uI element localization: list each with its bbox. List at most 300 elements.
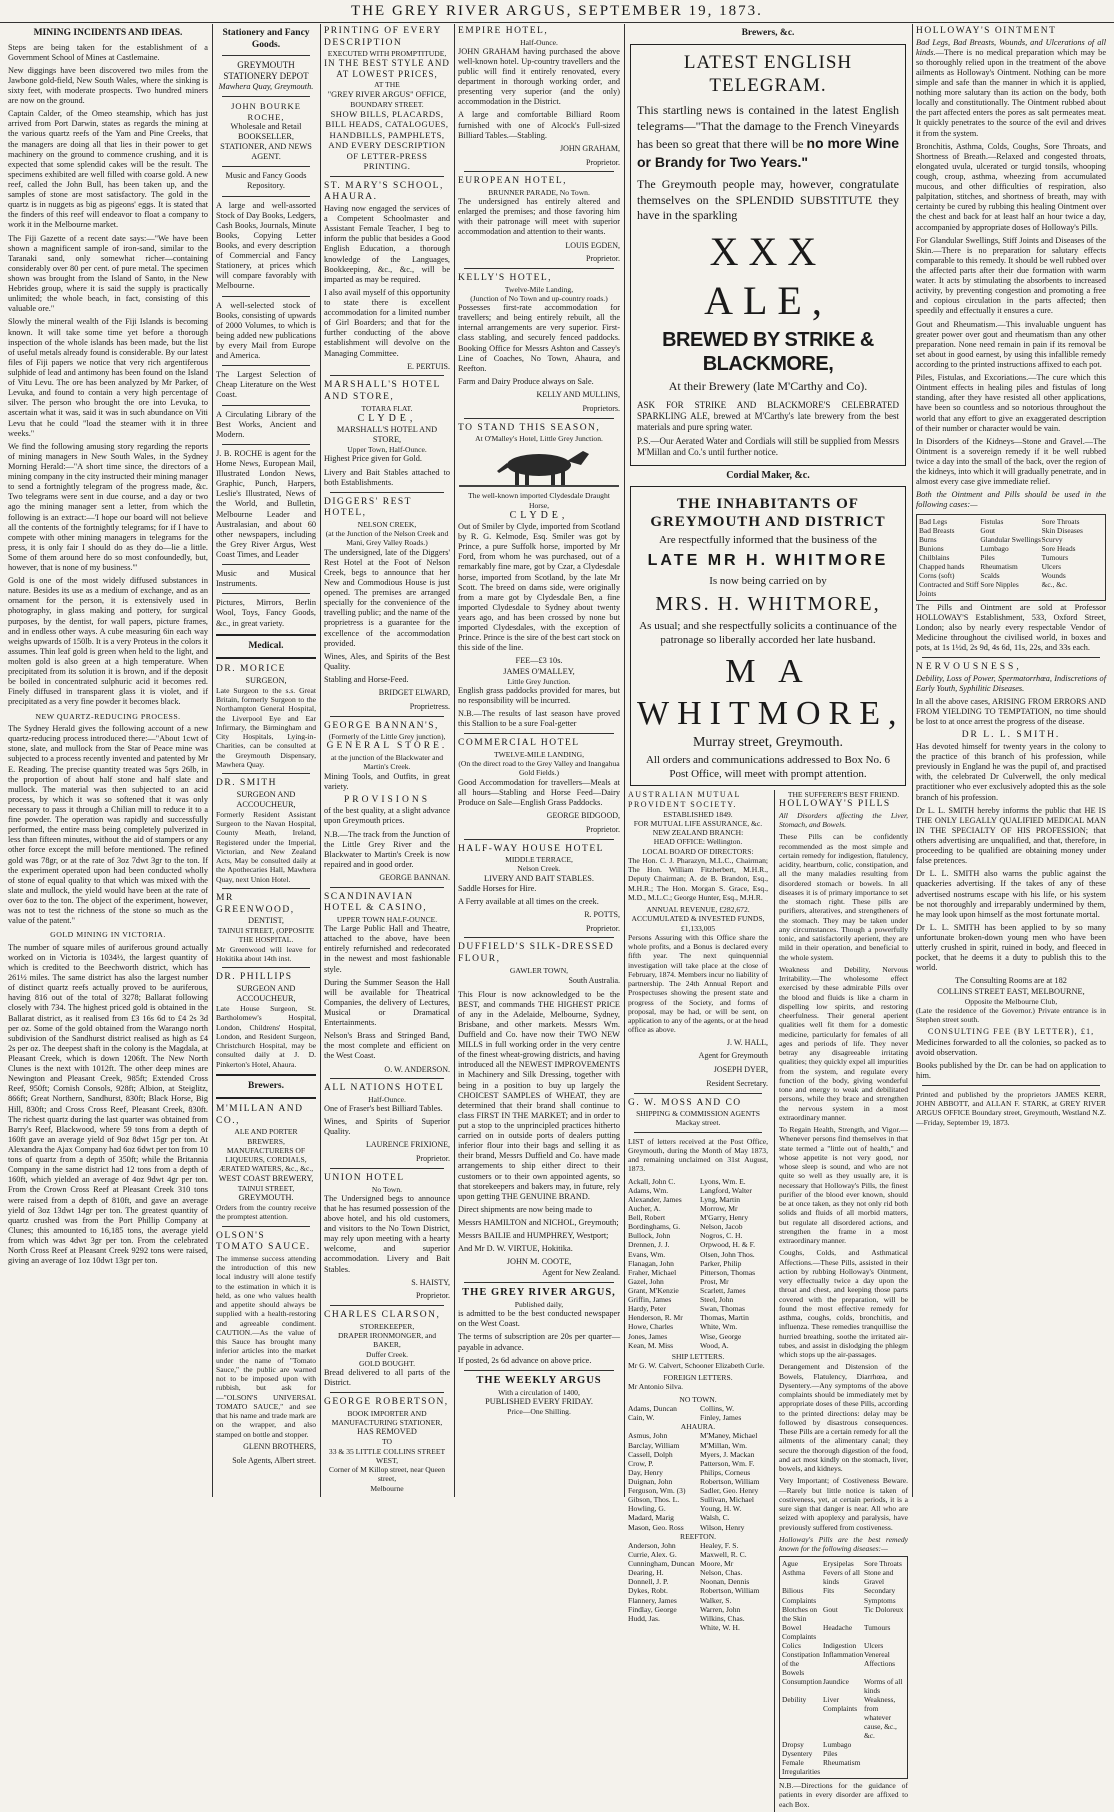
ad-signature: Proprietor.: [586, 254, 620, 264]
ad-title: PRINTING OF EVERY DESCRIPTION: [324, 26, 442, 48]
ad-text: The undersigned, late of the Diggers' Rest Hotel at the Foot of Nelson Creek, begs to announce that her New and Commodious House is just opened. The premises are arranged specially for the convenience of the travelling public; and the name of the proprietress is a guarantee for the excellence of the accommodation provided.: [324, 547, 450, 648]
ad-text: All Disorders affecting the Liver, Stomach, and Bowels.: [779, 810, 908, 830]
letter-name: Lyons, Wm. E.: [700, 1176, 746, 1186]
ad-text: Persons Assuring with this Office share the whole profits, and a Bonus is declared every fifth year. The next quinquennial investigation will take place at the close of February, 1874. Members incur no liability of partnership. The 24th Annual Report and Prospectuses showing the present state and progress of the Society, and forms of proposal, may be had, or will be sent, on application to any of the agents, or at the head office as above.: [628, 932, 769, 1035]
ad-signature: LAURENCE FRIXIONE,: [366, 1140, 450, 1150]
ad-text: In all the above cases, ARISING FROM ERRORS AND FROM YIELDING TO TEMPTATION, no time should be lost to at once arrest the progress of the disease.: [916, 697, 1106, 727]
letter-name: Grant, M'Kenzie: [628, 1285, 679, 1295]
ad-title: G. W. MOSS AND CO: [628, 1097, 742, 1108]
disease-item: Ulcers: [864, 1640, 884, 1650]
ad-signature: GLENN BROTHERS,: [243, 1441, 316, 1451]
ad-line: Duffer Creek.: [365, 1349, 409, 1359]
ad-text: Music and Musical Instruments.: [216, 569, 316, 589]
ad-text: To Regain Health, Strength, and Vigor.—Whenever persons find themselves in that state termed a "little out of health," and whose appetite is not very good, nor whose sleep is sound, and who are not quite so well as they usually are, it is necessary that Holloway's Pills, the finest purifier of the blood ever known, should be at once taken, as they not only rid both solids and fluids of all morbid matters, but regulate all disordered actions, and strengthen the frame in a most extraordinary manner.: [779, 1125, 908, 1246]
case-item: Burns: [919, 534, 937, 544]
disease-item: [864, 1758, 905, 1776]
ad-headline: MRS. H. WHITMORE,: [655, 593, 881, 616]
ad-title: DUFFIELD'S SILK-DRESSED FLOUR,: [458, 942, 615, 965]
letter-name: Day, Henry: [628, 1467, 663, 1477]
ad-text: In Disorders of the Kidneys—Stone and Gravel.—The Ointment is a sovereign remedy if it be well rubbed twice a day into the small of the back, over the region of the kidneys, into which it will gradually penetrate, and in almost every case give immediate relief.: [916, 436, 1106, 487]
ad-text: ASK FOR STRIKE AND BLACKMORE'S CELEBRATED SPARKLING ALE, brewed at M'Carthy's late brewery from the best materials and pure spring water.: [637, 400, 899, 433]
ad-line: (Formerly of the Little Grey junction),: [328, 732, 446, 742]
ad-line: AT THE: [374, 80, 400, 90]
disease-item: Ague: [782, 1559, 799, 1569]
section-heading: Brewers, &c.: [741, 28, 795, 38]
letter-name: Hardy, Peter: [628, 1304, 666, 1314]
ad-text: Stabling and Horse-Feed.: [324, 675, 409, 685]
disease-item: Fits: [823, 1586, 835, 1596]
disease-item: Headache: [823, 1622, 853, 1632]
case-item: Lumbago: [980, 543, 1009, 553]
ad-line: (On the direct road to the Grey Valley and Inangahua Gold Fields.): [458, 759, 620, 778]
ad-text: The immense success attending the introduction of this new local industry will alone testify to the estimation in which it is held, as one who values health and appetite should always be supplied with a health-restoring and agreeable condiment. CAUTION.—As the value of this Sauce has brought many inferior articles into the market under the name of "Tomato Sauce," the public are warned not to be imposed upon with rubbish, but ask for—"OLSON'S UNIVERSAL TOMATO SAUCE," and see that his name and trade mark are on the wrapper, and also stamped on bottle and stopper.: [216, 1253, 316, 1439]
case-item: Gout: [980, 525, 996, 535]
disease-item: Consumption: [782, 1676, 822, 1686]
disease-item: Asthma: [782, 1568, 805, 1578]
letter-name: Hudd, Jas.: [628, 1613, 660, 1623]
ad-line: BOUNDARY STREET.: [350, 99, 424, 109]
ad-line: Half-Ounce.: [368, 1094, 406, 1104]
letter-name: [628, 1623, 696, 1632]
letter-name: Orpwood, H. & F.: [700, 1240, 756, 1250]
ad-text: Nelson's Brass and Stringed Band, the most complete and efficient on the West Coast.: [324, 1031, 450, 1061]
letter-name: Donnell, J. P.: [628, 1577, 669, 1587]
horse-illustration: [458, 445, 620, 489]
ad-text: of the best quality, at a slight advance upon Greymouth prices.: [324, 806, 450, 826]
letter-name: Philips, Corneus: [700, 1467, 751, 1477]
column-holloway: [912, 26, 1110, 1495]
ad-title: DIGGERS' REST HOTEL,: [324, 496, 412, 519]
brewery-line: At their Brewery (late M'Carthy and Co).: [668, 379, 868, 394]
case-item: Wounds: [1041, 570, 1066, 580]
ad-line: GOLD BOUGHT.: [359, 1358, 415, 1368]
ad-text: Direct shipments are now being made to: [458, 1204, 593, 1214]
ad-title: OLSON'S TOMATO SAUCE.: [216, 1230, 311, 1253]
ad-text: A well-selected stock of Books, consisting of upwards of 2000 Volumes, to which is being added new publications by every Mail from Europe and America.: [216, 300, 316, 361]
ad-line: South Australia.: [568, 975, 620, 985]
ad-text: Debility, Loss of Power, Spermatorrhœa, Indiscretions of Early Youth, Syphilitic Diseases.: [916, 673, 1106, 694]
letter-name: Collins, W.: [700, 1403, 734, 1413]
ad-line: Half-Ounce.: [520, 37, 558, 47]
ad-text: Gout and Rheumatism.—This invaluable unguent has greater power over gout and rheumatism than any other preparation. None need remain in pain if its removal be set about in good earnest, by using this infallible remedy according to the printed instructions affixed to each pot.: [916, 319, 1106, 369]
letter-name: Jones, James: [628, 1331, 668, 1341]
case-item: Bad Legs: [919, 516, 948, 526]
case-item: Scurvy: [1041, 534, 1063, 544]
brewed-by: BREWED BY STRIKE & BLACKMORE,: [662, 328, 874, 376]
telegram-line: This startling news is contained in the latest English telegrams—"That the damage to the French Vineyards has been so great that there will be: [637, 102, 899, 152]
ad-signature: E. PERTUIS.: [407, 361, 450, 371]
telegram-emphasis: no more Wine or Brandy for Two Years.": [637, 135, 899, 170]
ad-text: Bronchitis, Asthma, Colds, Coughs, Sore Throats, and Shortness of Breath.—Relaxed and congested throats, elongated uvula, ulcerated or turgid tonsils, whooping cough, croup, asthma, wheezing from accumulated mucous, and other difficulties of respiration, also palpitation, stitches, and shortness of breath, may with certainty be cured by rubbing this healing Ointment over the chest and back for at least half an hour twice a day, accompanied by appropriate doses of Holloway's Pills.: [916, 141, 1106, 232]
disease-item: Worms of all kinds: [864, 1676, 903, 1695]
ad-line: Price—One Shilling.: [507, 1406, 571, 1416]
letter-name: Scarlett, James: [700, 1285, 746, 1295]
ad-text: I also avail myself of this opportunity to state there is excellent accommodation for a limited number of Girl Boarders; and that for the further conducting of the above establishment will devolve on the Managing Committee.: [324, 287, 450, 358]
letter-name: Healey, F. S.: [700, 1540, 739, 1550]
ad-text: Livery and Bait Stables attached to both Establishments.: [324, 467, 450, 487]
case-item: Skin Diseases: [1041, 525, 1083, 535]
ad-text: Messrs BAILIE and HUMPHREY, Westport;: [458, 1231, 609, 1241]
ad-line: BRUNNER PARADE, No Town.: [488, 187, 590, 197]
ad-text: P.S.—Our Aerated Water and Cordials will still be supplied from Messrs M'Millan and Co.'s until further notice.: [637, 435, 899, 457]
letter-name: Bell, Robert: [628, 1213, 666, 1223]
ad-line: DENTIST,: [247, 916, 285, 926]
diseases-table: [779, 1556, 908, 1779]
letter-name: Prost, Mr: [700, 1276, 729, 1286]
ad-line: SURGEON AND ACCOUCHEUR,: [236, 983, 296, 1003]
case-item: Rheumatism: [980, 561, 1018, 571]
ad-text: Piles, Fistulas, and Excoriations.—The cure which this Ointment effects in healing piles and fistulas of long standing, after they have resisted all other applications, have been so countless and so notorious throughout the world that any effort to give an exaggerated description of their number or character would be vain.: [916, 373, 1106, 433]
telegram-title: LATEST ENGLISH TELEGRAM.: [683, 51, 853, 96]
ahaura-list: [628, 1431, 768, 1531]
lower-split: [628, 790, 908, 1812]
letter-name: Henderson, R. Mr: [628, 1313, 683, 1323]
ad-line: CLYDE,: [509, 509, 569, 521]
letter-name: Currie, Alex. G.: [628, 1550, 677, 1559]
ad-text: Weakness and Debility, Nervous Irritability.—The wholesome effect exercised by these admirable Pills over the blood and fluids is like a charm in dispelling low spirits, and restoring cheerfulness. Their general aperient qualities well fit them for a domestic medicine, particularly for females of all ages and periods of life. They never betray any disagreeable irritating qualities; they quickly expel all impurities from the system, and regulate every function of the body, giving wonderful tone and energy to weak and debilitated persons, while they brace and strengthen the nervous system in a most extraordinary manner.: [779, 964, 908, 1122]
ad-line: Are respectfully informed that the business of the: [659, 533, 877, 546]
letter-name: Drennen, J. J.: [628, 1240, 670, 1250]
ad-text: Dr L. L. SMITH hereby informs the public that HE IS THE ONLY LEGALLY QUALIFIED MEDICAL MAN IN THE SPECIALTY OF HIS PROFESSION; that others advertising are unqualified, and that, therefore, in proceeding to be qualified are obtaining money under false pretences.: [916, 805, 1106, 866]
ad-line: TOTARA FLAT.: [361, 403, 413, 413]
disease-item: Stone and Gravel: [864, 1568, 894, 1587]
ad-line: GAWLER TOWN,: [509, 965, 569, 975]
ad-signature: BRIDGET ELWARD,: [378, 688, 450, 698]
ad-text: A large and well-assorted Stock of Day Books, Ledgers, Cash Books, Journals, Minute Books, Copying Letter Books, and every description of Commercial and Fancy Stationery, at prices which will compare favorably with Melbourne.: [216, 200, 317, 291]
case-item: Sore Nipples: [980, 579, 1019, 589]
subheading: NEW QUARTZ-REDUCING PROCESS.: [35, 711, 181, 721]
letter-name: Wise, George: [700, 1331, 742, 1341]
ad-text: Having now engaged the services of a Competent Schoolmaster and Assistant Female Teacher, I beg to inform the public that besides a Good English Education, a thorough knowledge of the Languages, Bookkeeping, &c., &c., will be imparted as may be required.: [324, 204, 450, 284]
ad-text: One of Fraser's best Billiard Tables.: [324, 1104, 443, 1114]
letter-name: Ferguson, Wm. (3): [628, 1486, 686, 1496]
letters-list: [628, 1177, 768, 1350]
ad-line: CLYDE,: [357, 412, 417, 424]
ad-line: AND EVERY DESCRIPTION OF LETTER-PRESS PRINTING.: [328, 140, 446, 172]
ad-text: These Pills can be confidently recommended as the most simple and certain remedy for indigestion, flatulency, acidity, heartburn, colic, constipation, and all the many maladies resulting from disordered stomach or bowels. In all diseases it is of primary importance to set the stomach right. These pills are purifiers, alteratives, and strengtheners of the stomach. They may be taken under any circumstances. Though a powerfully tonic, and satisfactorily aperient, they are mild in their operation, and beneficial to the whole system.: [779, 832, 908, 962]
disease-item: Piles: [823, 1749, 838, 1759]
ad-title: KELLY'S HOTEL,: [458, 273, 553, 284]
lower-left-column: [628, 790, 768, 1812]
ad-firm: JOHN BOURKE ROCHE,: [231, 101, 301, 122]
ad-text: Possesses first-rate accommodation for travellers; and being entirely rebuilt, all the internal arrangements are very superior. First-class stabling, and securely fenced paddocks. Booking Office for Messrs Ashton and Cassey's Line of Coaches, No Town, Ahaura, and Reefton.: [458, 303, 620, 373]
disease-item: Dropsy: [782, 1740, 804, 1750]
column-brewers: [624, 26, 912, 1809]
ad-line: LIVERY AND BAIT STABLES.: [484, 873, 594, 883]
ad-text: Orders from the country receive the promptest attention.: [216, 1203, 316, 1222]
ad-signature: Proprietor.: [416, 1291, 450, 1301]
letter-name: Nogros, C. H.: [700, 1231, 743, 1241]
ad-text: Wines, and Spirits of Superior Quality.: [324, 1117, 450, 1137]
disease-item: Lumbago: [823, 1740, 852, 1750]
ad-text: Dr L. L. SMITH has been applied to by so many unfortunate broken-down young men who have been utterly crushed in spirit, ruined in body, and fleeced in pocket, that he deems it a duty to publish this to the world.: [916, 922, 1106, 973]
masthead: THE GREY RIVER ARGUS, SEPTEMBER 19, 1873.: [0, 0, 1114, 23]
ad-text: Bread delivered to all parts of the District.: [324, 1368, 450, 1388]
ad-line: No Town.: [371, 1184, 403, 1194]
ad-text: The Undersigned begs to announce that he has resumed possession of the above hotel, and his old customers, and visitors to the No Town District, may rely upon meeting with a hearty welcome, and superior accommodation. Livery and Bait Stables.: [324, 1193, 450, 1274]
ad-text: Mr G. W. Calvert, Schooner Elizabeth Curle.: [628, 1360, 765, 1370]
ad-signature: KELLY AND MULLINS,: [536, 390, 620, 400]
list-heading: REEFTON.: [680, 1531, 716, 1541]
ad-title: THE GREY RIVER ARGUS,: [462, 1287, 616, 1299]
section-heading: Brewers.: [248, 1080, 284, 1091]
imprint: Printed and published by the proprietors JAMES KERR, JOHN ABBOTT, and ALLAN F. STARK, at GREY RIVER ARGUS OFFICE Boundary street, Greymouth, Westland N.Z.—Friday, September 19, 1873.: [916, 1089, 1106, 1127]
ad-line: MARSHALL'S HOTEL AND STORE,: [336, 425, 438, 445]
letter-name: Cain, W.: [628, 1413, 655, 1423]
list-heading: THE SUFFERER'S BEST FRIEND.: [787, 790, 900, 800]
letter-name: Noonan, Dennis: [700, 1577, 750, 1587]
ad-line: STOREKEEPER,: [359, 1321, 415, 1331]
disease-item: Erysipelas: [823, 1559, 854, 1569]
ad-line: Mackay street.: [675, 1118, 721, 1128]
ad-text: Wines, Ales, and Spirits of the Best Quality.: [324, 651, 450, 671]
ad-text: The Hon. C. J. Pharazyn, M.L.C., Chairman; The Hon. William Fitzherbert, M.H.R., Deputy Chairman; A. de B. Brandon, Esq., M.H.R.; The Hon. Morgan S. Grace, Esq., M.D., M.L.C.; George Hunter, Esq., M.H.R.: [628, 855, 768, 902]
ad-line: Opposite the Melbourne Club,: [964, 996, 1058, 1006]
ad-line: BOOK IMPORTER AND MANUFACTURING STATIONER,: [331, 1408, 443, 1428]
case-item: &c., &c.: [1041, 579, 1068, 589]
letter-name: Wood, A.: [700, 1340, 729, 1350]
ad-line: ESTABLISHED 1849.: [663, 809, 733, 819]
letter-name: Mason, Geo. Ross: [628, 1522, 684, 1532]
ad-signature: J. W. HALL,: [726, 1037, 768, 1047]
ad-line: With a circulation of 1400,: [498, 1387, 580, 1397]
letter-name: Sullivan, Michael: [700, 1495, 754, 1505]
ad-line: MIDDLE TERRACE,: [505, 855, 573, 865]
ad-text: Has devoted himself for twenty years in the colony to the practice of this branch of his profession, while previously in England he was the pupil of, and practised with, the celebrated Dr Culverwell, the only medical practitioner who ever exclusively adopted this as the sole branch of his profession.: [916, 742, 1106, 802]
ad-signature: GEORGE BIDGOOD,: [546, 811, 620, 821]
ad-line: JAMES O'MALLEY,: [503, 666, 575, 676]
ad-line: JOHN M. COOTE,: [506, 1257, 572, 1267]
column-mining: [4, 26, 212, 1495]
ad-text: Saddle Horses for Hire.: [458, 883, 537, 893]
ad-text: The Largest Selection of Cheap Literature on the West Coast.: [216, 370, 316, 400]
ad-line: EXECUTED WITH PROMPTITUDE,: [327, 49, 447, 59]
ad-line: TAINUI STREET,: [237, 1183, 295, 1193]
case-item: Ulcers: [1041, 561, 1061, 571]
ad-line: The well-known imported Clydesdale Draught Horse,: [468, 491, 610, 510]
ad-text: Both the Ointment and Pills should be used in the following cases:—: [916, 490, 1106, 510]
ad-text: Highest Price given for Gold.: [324, 454, 422, 464]
ad-text: Very Important; of Costiveness Beware.—Rarely but little notice is taken of costiveness, yet, at certain periods, it is a sure sign that danger is near. All who are seized with apoplexy and paralysis, have previously suffered from costiveness.: [779, 1476, 908, 1532]
column-hotels: [454, 26, 624, 1495]
letter-name: Anderson, John: [628, 1540, 676, 1550]
ad-line: ANNUAL REVENUE, £282,672.: [646, 905, 750, 915]
telegram-line: The Greymouth people may, however, congratulate themselves on the SPLENDID SUBSTITUTE they have in the sparkling: [637, 177, 899, 223]
ad-signature: Proprietors.: [582, 403, 620, 413]
ad-line: ACCUMULATED & INVESTED FUNDS, £1,133,005: [631, 914, 765, 933]
ad-line: TWELVE-MILE LANDING,: [494, 749, 584, 759]
ad-line: Murray street, Greymouth.: [692, 735, 844, 751]
ad-line: ALE AND PORTER BREWERS,: [234, 1127, 298, 1146]
ad-line: FOR MUTUAL LIFE ASSURANCE, &c.: [633, 818, 763, 828]
ad-text: Formerly Resident Assistant Surgeon to the Navan Hospital, County Meath, Ireland, Registered under the Imperial, Victorian, and New Zealand Acts, May be consulted daily at the Apothecaries Hall, Mawhera Quay, next Union Hotel.: [216, 809, 316, 884]
ad-line: CONSULTING FEE (BY LETTER), £1,: [927, 1027, 1095, 1037]
list-heading: AHAURA.: [680, 1422, 716, 1432]
ad-headline: DR L. L. SMITH.: [961, 730, 1061, 741]
ad-text: Medicines forwarded to all the colonies, so packed as to avoid observation.: [916, 1037, 1106, 1057]
ad-line: SHOW BILLS, PLACARDS, BILL HEADS, CATALOGUES, HANDBILLS, PAMPHLETS,: [325, 108, 449, 140]
case-item: Sore Throats: [1041, 516, 1080, 526]
ad-line: Twelve-Mile Landing,: [504, 284, 574, 294]
ad-line: Little Grey Junction.: [507, 676, 571, 686]
letter-name: Gibson, Thos. L.: [628, 1495, 680, 1505]
ad-text: Mr Antonio Silva.: [628, 1382, 684, 1392]
ad-text: N.B.—Directions for the guidance of patients in every disorder are affixed to each Box.: [779, 1781, 908, 1809]
letter-name: Walker, S.: [700, 1595, 732, 1605]
ad-title: COMMERCIAL HOTEL: [458, 738, 580, 749]
letter-name: Fraher, Michael: [628, 1267, 677, 1277]
letter-name: M'Garry, Henry: [700, 1213, 749, 1223]
ad-text: The Pills and Ointment are sold at Professor HOLLOWAY'S Establishment, 533, Oxford Street, London; also by nearly every respectable Vendor of Medicine throughout the civilised world, in boxes and pots, at 1s 1½d, 2s 9d, 4s 6d, 11s, 22s, and 33s each.: [916, 602, 1106, 653]
ad-signature: Sole Agents, Albert street.: [232, 1455, 316, 1465]
letter-name: Wilson, Henry: [700, 1522, 745, 1532]
disease-item: Liver Complaints: [823, 1694, 858, 1713]
ad-title: ST. MARY'S SCHOOL, AHAURA.: [324, 180, 444, 203]
ad-text: Derangement and Distension of the Bowels, Flatulency, Diarrhœa, and Dysentery.—Any symptoms of the above complaints should be immediately met by appropriate doses of these Pills, according to the printed directions: delay may be followed by disastrous consequences. These Pills are a certain remedy for all the ailments of the alimentary canal; they secure the thorough digestion of the food, and act most kindly on the stomach, liver, bowels, and kidneys.: [779, 1362, 908, 1474]
disease-item: Bowel Complaints: [782, 1622, 817, 1641]
article-paragraph: We find the following amusing story regarding the reports of mining managers in New South Wales, in the Sydney Morning Herald:—"A short time since, the directors of a mining company in the city instructed their mining manager to send a fortnightly telegram of the progress made, &c. Two telegrams were sent in due course, and a day or two ago the mining manager sent a letter, from which the following is an extract:—'I hope our board will not believe all the contents of the fortnightly telegrams; for if I have to compete with other mining managers in telegrams for the press, it is only fair I should do as they do—lie a little. Some of them around here do so most confoundedly, but, however, that is none of my business.'": [8, 441, 208, 573]
ad-line: LOCAL BOARD OF DIRECTORS:: [642, 846, 754, 856]
letter-name: Aucher, A.: [628, 1203, 661, 1213]
ad-text: JOHN GRAHAM having purchased the above well-known hotel. Up-country travellers and the public will find it entirely renovated, every department in thorough working order, and presenting very superior (and the only) accommodation in the District.: [458, 46, 620, 107]
ad-text: Late House Surgeon, St. Bartholomew's Hospital, London, Childrens' Hospital, London, and Resident Surgeon, Christchurch Hospital, may be consulted daily at J. D. Pinkerton's Hotel, Ahaura.: [216, 1004, 316, 1069]
disease-item: Dysentery: [782, 1749, 813, 1759]
ad-signature: Resident Secretary.: [706, 1078, 768, 1088]
letter-name: Gazel, John: [628, 1276, 664, 1286]
ad-signature: Proprietor.: [586, 157, 620, 167]
ad-title: MARSHALL'S HOTEL AND STORE,: [324, 380, 441, 402]
ad-line: IN THE BEST STYLE AND AT LOWEST PRICES,: [324, 58, 450, 80]
letter-name: Kean, M. Miss: [628, 1340, 674, 1350]
ad-title: M'MILLAN AND CO.,: [216, 1104, 304, 1126]
xxx-ale: XXX ALE,: [704, 229, 832, 323]
ad-text: Good Accommodation for travellers—Meals at all hours—Stabling and Horse Feed—Dairy Produce on Sale—English Grass Paddocks.: [458, 777, 620, 807]
letter-name: Patterson, Wm. F.: [700, 1458, 755, 1468]
letter-name: Nelson, Jacob: [700, 1222, 743, 1232]
section-heading: MINING INCIDENTS AND IDEAS.: [33, 28, 183, 38]
case-item: Tumours: [1041, 552, 1069, 562]
letter-name: Cunningham, Duncan: [628, 1559, 695, 1569]
case-item: Fistulas: [980, 516, 1004, 526]
ad-line: All orders and communications addressed to Box No. 6 Post Office, will meet with prompt attention.: [645, 754, 891, 780]
disease-item: Bilious Complaints: [782, 1586, 817, 1605]
ad-text: Books published by the Dr. can be had on application to him.: [916, 1060, 1106, 1080]
letter-name: Parker, Philip: [700, 1258, 742, 1268]
ad-text: N.B.—The results of last season have proved this Stallion to be a sure Foal-getter: [458, 709, 620, 729]
ad-line: WEST COAST BREWERY,: [218, 1173, 314, 1183]
letter-name: Nelson, Chas.: [700, 1568, 743, 1578]
section-heading: Stationery and Fancy Goods.: [222, 28, 310, 50]
letter-name: Lyng, Martin: [700, 1194, 741, 1204]
ad-line: PUBLISHED EVERY FRIDAY.: [485, 1396, 593, 1406]
letter-name: Asmus, John: [628, 1431, 668, 1441]
letter-name: Madard, Marig: [628, 1513, 674, 1523]
ad-line: SHIPPING & COMMISSION AGENTS: [636, 1109, 760, 1119]
ad-text: A large and comfortable Billiard Room furnished with one of Alcock's Full-sized Billiard Tables.—Stabling.: [458, 110, 620, 140]
case-item: Contracted and Stiff Joints: [919, 579, 979, 598]
ad-title: CHARLES CLARSON,: [324, 1310, 441, 1321]
disease-item: [864, 1749, 905, 1758]
article-paragraph: Steps are being taken for the establishment of a Government School of Mines at Castlemaine.: [8, 42, 208, 62]
list-heading: SHIP LETTERS.: [671, 1351, 725, 1361]
ad-line: SURGEON,: [245, 675, 287, 685]
ad-line: GENERAL STORE.: [326, 741, 448, 752]
ad-title: GREYMOUTH STATIONERY DEPOT: [223, 60, 309, 82]
lower-right-column: [774, 790, 908, 1812]
ad-line: (at the Junction of the Nelson Creek and Mani, Grey Valley Roads.): [325, 529, 449, 548]
article-paragraph: The number of square miles of auriferous ground actually worked on in Victoria is 1034½, the largest quantity of which is credited to the Beechworth district, which has 261½ miles. The same district has also the largest number of distinct quartz reefs actually proved to be auriferous, having 816 out of the total of 3278; Ballarat following closely with 734. The highest priced gold is obtained in the Ballarat district, as it realised from £3 16s 6d to £4 2s 3d per oz. Some of the gold obtained from the Warango north subdivision of the Sandhurst district realised as high as £4 2s per oz. The deepest shaft in the colony is the Magdala, at Pleasant Creek, which is down 1206ft. The New North Clunes is the next with 1012ft. The other deep mines are Newington and Pleasant Creek, 985ft; Extended Cross Reef, 950ft; Cornish Consols, 928ft; Albion, at Steiglitz, 866ft; Great Northern, Sandhurst, 830ft; Black Horse, Big Hill, 830ft; and Cross Cross Reef, Pleasant Creek, 830ft. The richest quartz during the last quarter was obtained from Barry's Reef, Blackwood, where 59 tons from a depth of 160ft gave an average yield of 9oz 8dwt 15gr per ton. At Alexandra the Ajax Company had 6oz 6dwt per ton from 10 tons of quartz from a depth of 350ft; while the Britannia Company in the same district had 12 tons from a depth of 160ft, which yielded an average of 4oz 9dwt 4gr per ton. From the Crown Cross Reef at Pleasant Creek 310 tons were raised from a depth of 810ft, and gave an average yield of 3oz 13dwt 14gr per ton. The greatest quantity of quartz crushed was from the Port Phillip Company at Clunes; this amounted to 16,185 tons, the average yield from which was 4dwt 3gr per ton. From the celebrated North Cross Reef at Pleasant Creek 9292 tons were raised, giving an average of 1oz 10dwt 13gr per ton.: [8, 942, 208, 1266]
disease-item: Indigestion: [823, 1640, 857, 1650]
letter-name: Cassell, Dolph: [628, 1449, 673, 1459]
ad-text: For Glandular Swellings, Stiff Joints and Diseases of the Skin.—There is no preparation for salutary effects comparable to this remedy. It should be well rubbed over the affected parts after their due formation with warm water. It acts by stimulating the absorbents to increased activity, by preventing congestion and promoting a free and copious circulation in the parts affected; then speedily and effectually it ensures a cure.: [916, 235, 1106, 316]
disease-item: Jaundice: [823, 1676, 849, 1686]
ad-headline: THE INHABITANTS OF GREYMOUTH AND DISTRICT: [650, 496, 886, 531]
letter-name: Adams, Duncan: [628, 1403, 677, 1413]
article-paragraph: Gold is one of the most widely diffused substances in nature. Besides its use as a medium of exchange, and as an ornament for the person, it is extensively used in photography, in glass making and pottery, for surgical purposes, by the dentist, for wall papers, picture frames, and in endless other ways. A cube measuring 6in each way weighs upwards of 150lb. It is a very Proteus in the colors it assumes. Thin leaf gold is green when held to the light, and molten gold is also green at a high temperature. When precipitated from its solution it is brown, and if the deposit be boiled in concentrated sulphuric acid it becomes red. Finely diffused in transparent glass it is violet, and if precipitated as a very fine powder it becomes black.: [8, 576, 208, 707]
letter-name: Findlay, George: [628, 1604, 677, 1614]
letter-name: White, Wm.: [700, 1322, 738, 1332]
ad-signature: JOSEPH DYER,: [713, 1065, 768, 1075]
ad-line: Published daily,: [514, 1299, 564, 1309]
ad-line: COLLINS STREET EAST, MELBOURNE,: [937, 986, 1085, 996]
letter-name: Robertson, William: [700, 1586, 760, 1596]
disease-item: Constipation of the Bowels: [782, 1649, 820, 1677]
disease-item: Debility: [782, 1694, 807, 1704]
case-item: Chapped hands: [919, 561, 965, 571]
ad-line: TO: [382, 1437, 392, 1447]
letter-name: Alexander, James: [628, 1194, 682, 1204]
ad-text-italic: Bad Legs, Bad Breasts, Wounds, and Ulcerations of all kinds.: [916, 37, 1106, 57]
article-paragraph: Slowly the mineral wealth of the Fiji Islands is becoming known. It will take some time yet before a thorough inspection of the whole islands has been made, but the list of useful metals already found is considerable. By our latest files of Fiji papers we notice that very rich argentiferous sulphide of lead and antimony has been found on the Island of Vitu Levu. The ore has been analyzed by Mr Parker, of Levuka, and found to contain a very high percentage of silver. The person who brought the ore into Levuka, to ascertain what it was, said it was in such abundance on Viti Levu that he could "load the steamer with it in three weeks.": [8, 317, 208, 438]
ad-title: AUSTRALIAN MUTUAL PROVIDENT SOCIETY.: [628, 790, 741, 809]
ad-title: SCANDINAVIAN HOTEL & CASINO,: [324, 891, 428, 914]
letter-name: Howling, G.: [628, 1504, 666, 1514]
ad-line: NELSON CREEK,: [357, 519, 417, 529]
ad-text: Messrs HAMILTON and NICHOL, Greymouth;: [458, 1218, 619, 1227]
letter-name: Langford, Walter: [700, 1185, 752, 1195]
ad-text-body: —There is no medical preparation which may be so thoroughly relied upon in the treatment of the above ailments as Holloway's Ointment. Nothing can be more simple and safe than the manner in which it is applied, nothing more salutary than its action on the body, both locally and constitutionally. The Ointment rubbed about the part affected enters the pores as salt permeates meat. It quickly penetrates to the source of the evil and drives it from the system.: [916, 47, 1106, 138]
letter-name: Pitterson, Thomas: [700, 1267, 756, 1277]
ad-headline: LATE MR H. WHITMORE: [647, 552, 889, 570]
ad-text: Coughs, Colds, and Asthmatical Affections.—These Pills, assisted in their action by rubbing Holloway's Ointment, very effectually twice a day upon the throat and chest, and keeping those parts covered with the preparation, will be found the most effective remedy for asthma, coughs, colds, bronchitis, and influenza. These remedies tranquillise the hurried breathing, soothe the irritated air-tubes, and assist in dislodging the phlegm which stops up the air-passages.: [779, 1248, 908, 1360]
ad-title: MR GREENWOOD,: [216, 892, 295, 915]
disease-item: Female Irregularities: [782, 1758, 821, 1777]
letter-name: Finley, James: [700, 1413, 742, 1423]
disease-item: Weakness, from whatever cause, &c., &c.: [864, 1694, 897, 1740]
ad-title: DR. PHILLIPS: [216, 972, 293, 983]
letter-name: Evans, Wm.: [628, 1249, 666, 1259]
section-heading: Medical.: [248, 640, 284, 651]
ad-line: FEE—£3 10s.: [515, 656, 563, 666]
ad-text: LIST of letters received at the Post Office, Greymouth, during the Month of May 1873, and remaining unclaimed on 31st August, 1873.: [628, 1136, 768, 1174]
case-item: Piles: [980, 552, 995, 562]
ad-signature: R. POTTS,: [584, 909, 620, 919]
ad-title: DR. MORICE: [216, 664, 286, 675]
ad-headline: M A WHITMORE,: [637, 653, 905, 732]
letter-name: Crow, P.: [628, 1458, 654, 1468]
ad-text: is admitted to be the best conducted newspaper on the West Coast.: [458, 1309, 620, 1329]
disease-item: Secondary Symptoms: [864, 1586, 896, 1605]
letter-name: Olsen, John Thos.: [700, 1249, 755, 1259]
case-item: Sore Heads: [1041, 543, 1076, 553]
ad-title: HOLLOWAY'S PILLS: [779, 799, 891, 810]
letter-name: Maxwell, R. C.: [700, 1550, 747, 1559]
ad-text: This Flour is now acknowledged to be the BEST, and commands THE HIGHEST PRICE of any in the Adelaide, Melbourne, Sydney, Brisbane, and other markets. Messrs Wm. Duffield and Co. have now their TWO NEW MILLS in full working order in the very centre of the finest wheat-growing districts, and having introduced all the NEWEST IMPROVEMENTS in Machinery and Silk Dressing, together with being in a position to buy up largely the CHOICEST SAMPLES of WHEAT, they are determined that their brand shall continue to class FIRST IN THE MARKET; and in order to put a stop to the unprincipled practices hitherto carried on in outside ports of dealers putting inferior flour into their bags and selling it as their brand, Messrs Duffield and Co. have made arrangements to ship either direct to their customers or to their own appointed agents, so that storekeepers and bakers may, in future, rely upon getting THE GENUINE BRAND.: [458, 989, 620, 1201]
letter-name: Morrow, Mr: [700, 1203, 738, 1213]
letter-name: Steel, John: [700, 1295, 734, 1305]
ad-line: Melbourne: [370, 1483, 404, 1493]
ad-line: DRAPER IRONMONGER, and BAKER,: [337, 1331, 437, 1350]
